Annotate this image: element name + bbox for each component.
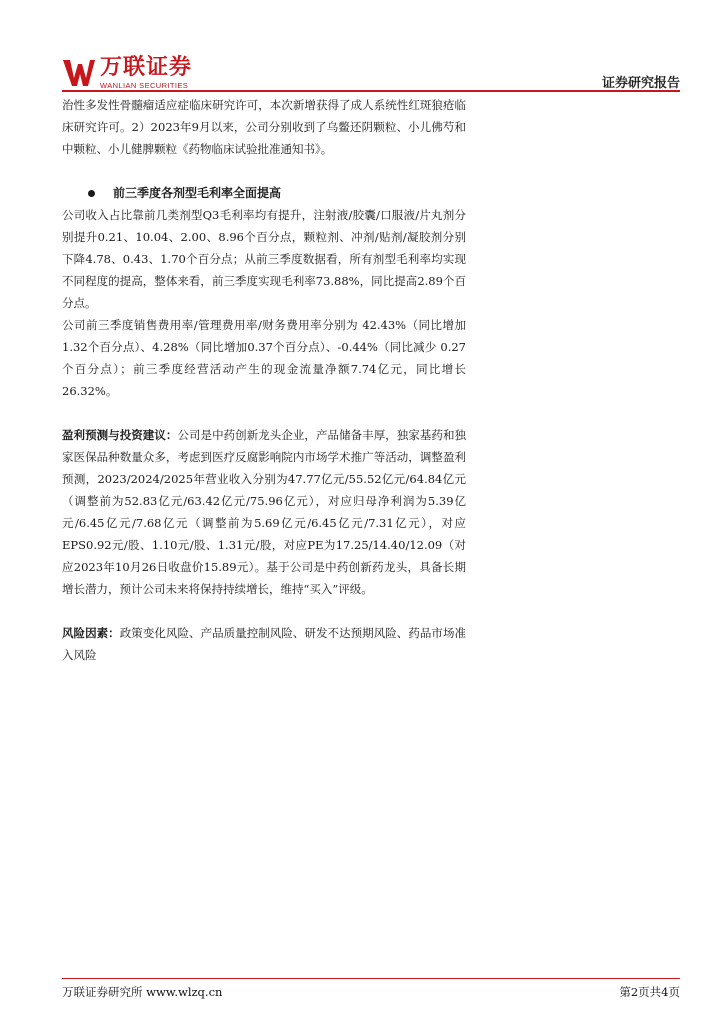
footer-divider <box>62 978 680 979</box>
report-body <box>62 94 466 666</box>
header-divider <box>62 90 680 92</box>
risk-paragraph <box>62 622 466 666</box>
logo-english-name: WANLIAN SECURITIES <box>100 80 189 90</box>
intro-paragraph: 治性多发性骨髓瘤适应症临床研究许可，本次新增获得了成人系统性红斑狼疮临床研究许可。2）2023年9月以来，公司分别收到了乌鳖还阴颗粒、小儿佛芍和中颗粒、小儿健脾颗粒《药物临床试验批准通知书》。 <box>62 98 466 156</box>
company-logo <box>62 56 192 90</box>
forecast-paragraph <box>62 424 466 600</box>
bullet-icon <box>88 190 95 197</box>
footer-source: 万联证券研究所 www.wlzq.cn <box>62 985 223 999</box>
page-number: 第2页共4页 <box>619 985 680 999</box>
forecast-text: 公司是中药创新龙头企业，产品储备丰厚，独家基药和独家医保品种数量众多，考虑到医疗反腐影响院内市场学术推广等活动，调整盈利预测，2023/2024/2025年营业收入分别为47.77亿元/55.52亿元/64.84亿元（调整前为52.83亿元/63.42亿元/75.96亿元），对应归母净利润为5.39亿元/6.45亿元/7.68亿元（调整前为5.69亿元/6.45亿元/7.31亿元），对应EPS0.92元/股、1.10元/股、1.31元/股，对应PE为17.25/14.40/12.09（对应2023年10月26日收盘价15.89元）。基于公司是中药创新药龙头，具备长期增长潜力，预计公司未来将保持持续增长，维持“买入”评级。 <box>62 428 467 596</box>
report-type-label: 证券研究报告 <box>601 76 680 91</box>
section-title: 前三季度各剂型毛利率全面提高 <box>113 186 282 200</box>
wanlian-logo-icon <box>62 56 96 90</box>
gross-margin-paragraph: 公司收入占比靠前几类剂型Q3毛利率均有提升，注射液/胶囊/口服液/片丸剂分别提升0.21、10.04、2.00、8.96个百分点，颗粒剂、冲剂/贴剂/凝胶剂分别下降4.78、0.43、1.70个百分点；从前三季度数据看，所有剂型毛利率均实现不同程度的提高，整体来看，前三季度实现毛利率73.88%，同比提高2.89个百分点。 <box>62 208 466 310</box>
forecast-label: 盈利预测与投资建议： <box>62 428 178 442</box>
expense-ratio-paragraph: 公司前三季度销售费用率/管理费用率/财务费用率分别为 42.43%（同比增加1.32个百分点）、4.28%（同比增加0.37个百分点）、-0.44%（同比减少 0.27个百分点）；前三季度经营活动产生的现金流量净额7.74亿元，同比增长26.32%。 <box>62 318 466 398</box>
section-heading <box>62 182 466 204</box>
logo-chinese-name: 万联证券 <box>100 54 193 80</box>
risk-label: 风险因素： <box>62 626 120 640</box>
page-header <box>0 0 724 100</box>
risk-text: 政策变化风险、产品质量控制风险、研发不达预期风险、药品市场准入风险 <box>62 626 467 662</box>
